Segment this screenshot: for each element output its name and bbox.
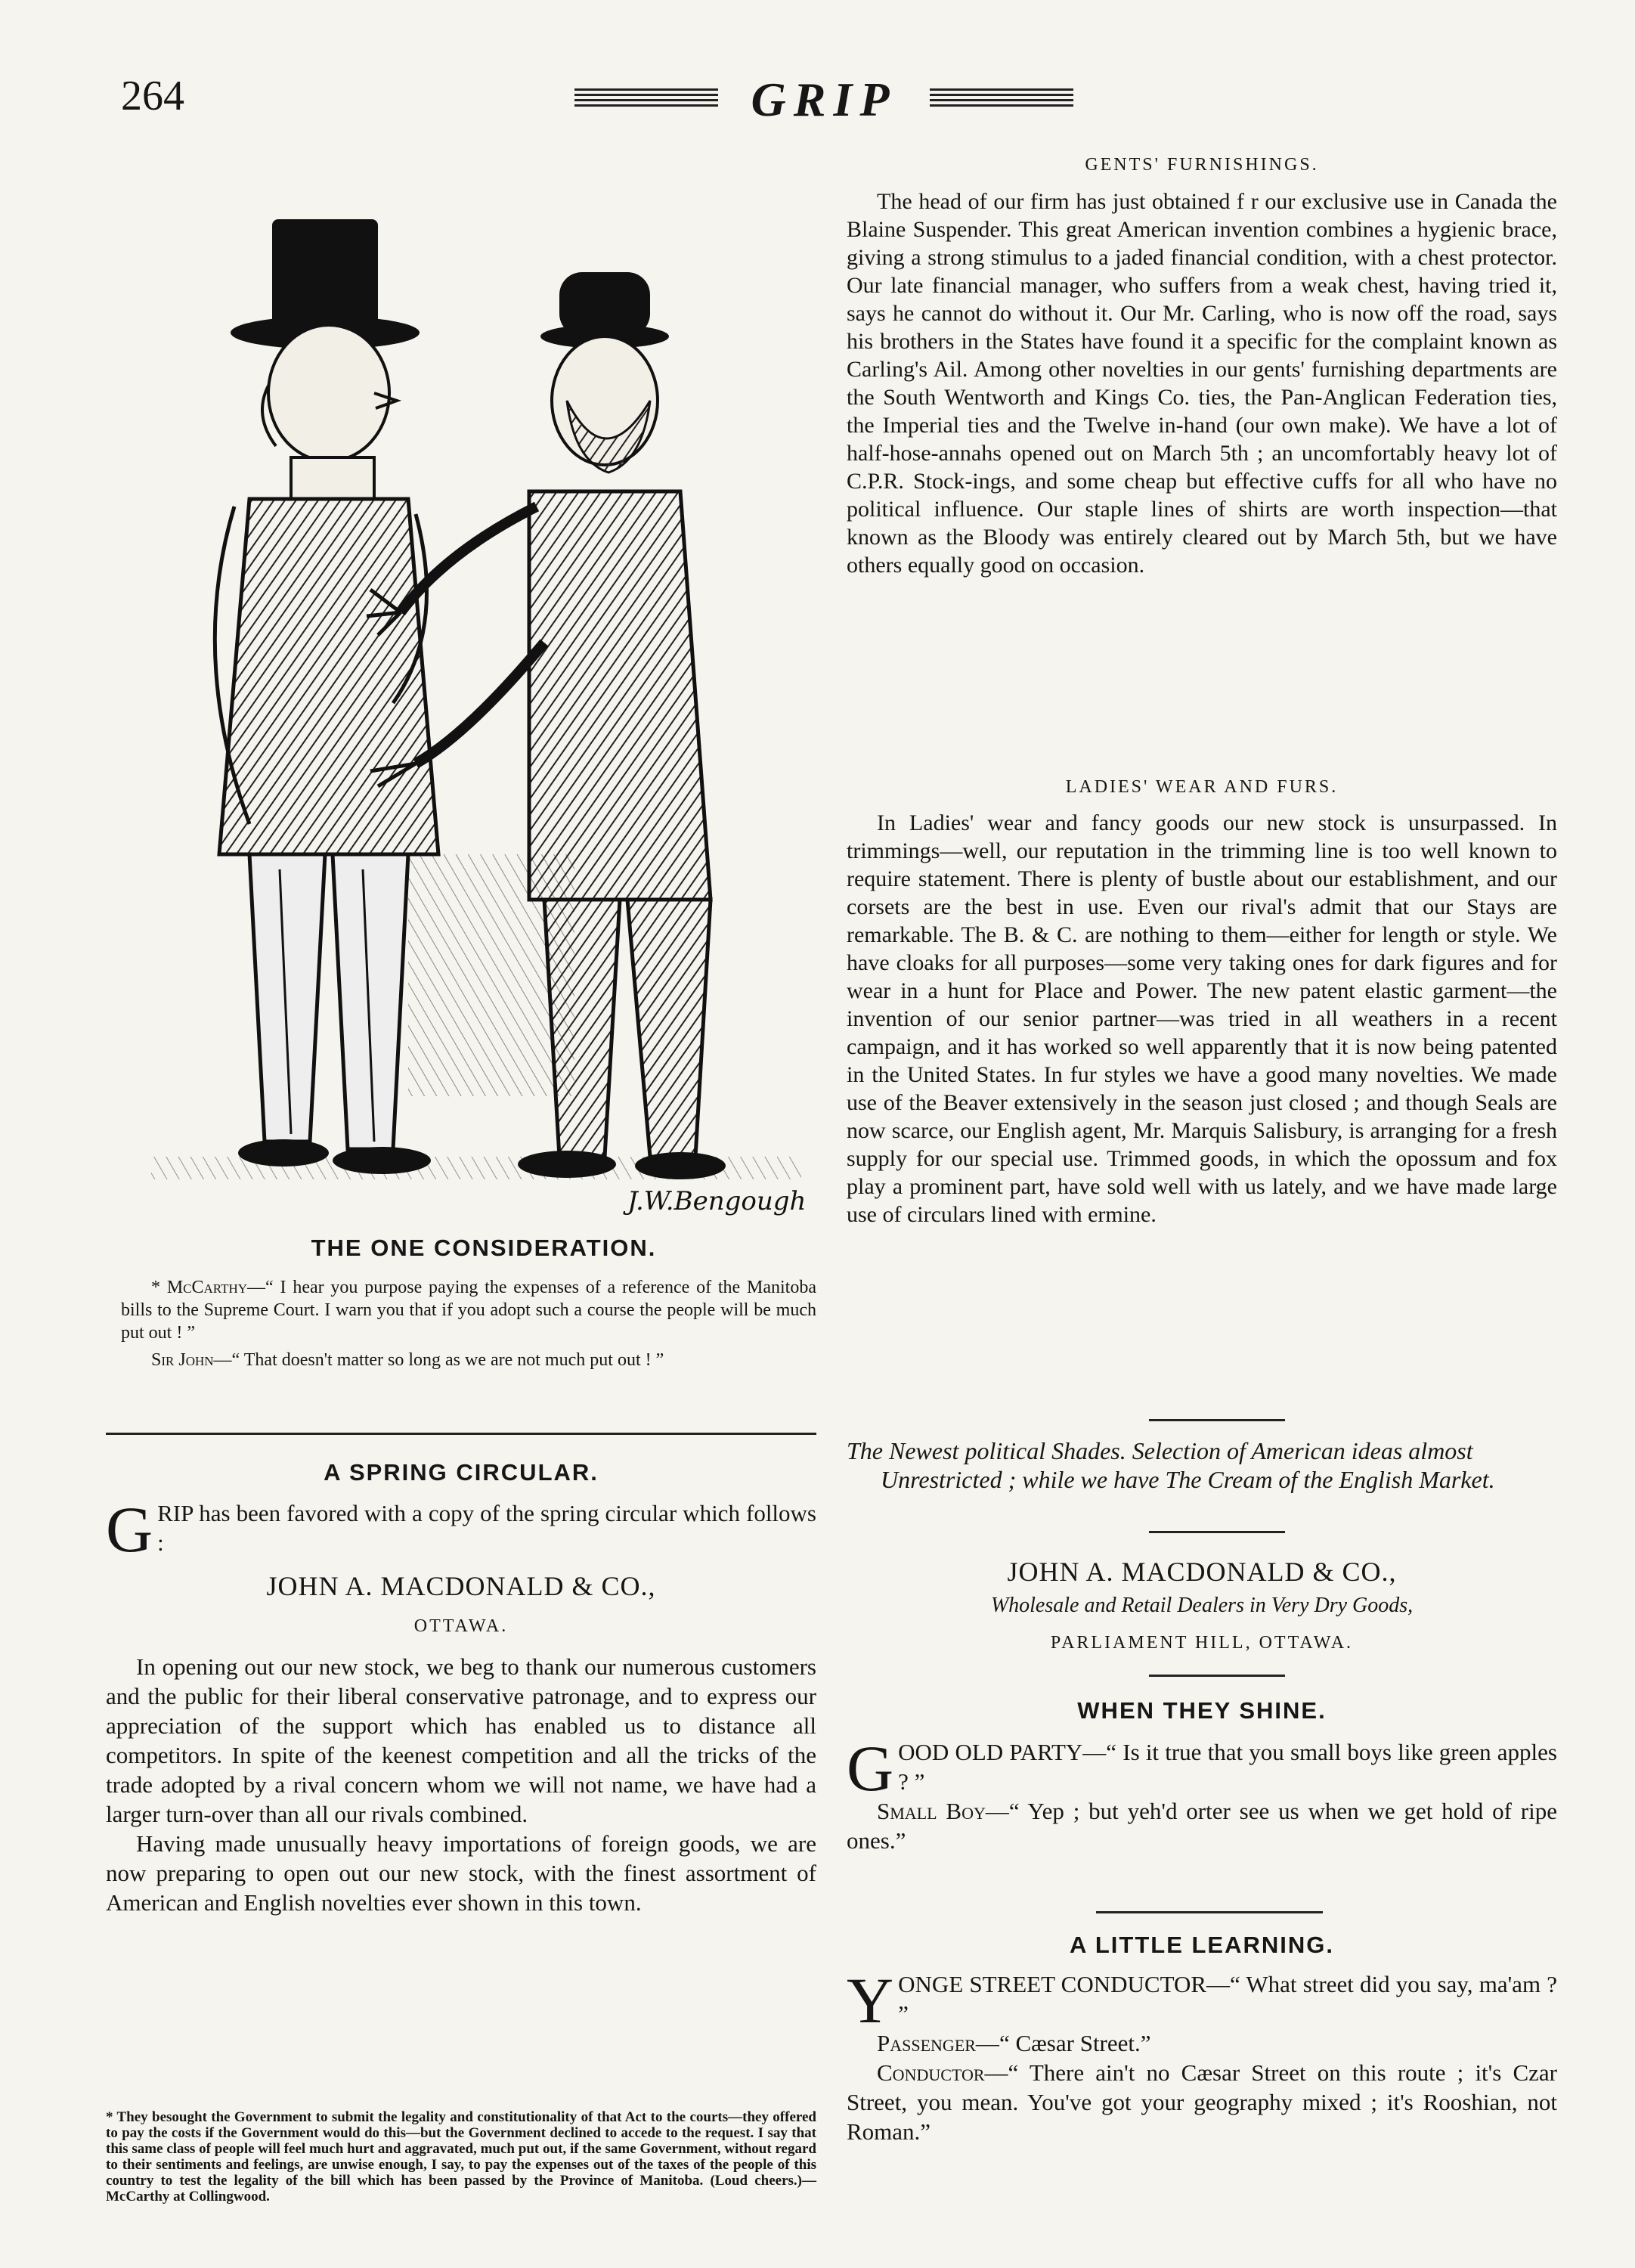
speaker-party: OOD OLD PARTY—	[898, 1739, 1107, 1765]
caption-text-sir-john: “ That doesn't matter so long as we are not much put out ! ”	[231, 1350, 664, 1370]
caption-line-sir-john	[121, 1349, 816, 1371]
intro-text: RIP has been favored with a copy of the spring circular which follows :	[157, 1500, 816, 1556]
learning-line-3	[847, 2058, 1557, 2146]
shades-text: The Newest political Shades. Selection of American ideas almost Unrestricted ; while we have The Cream of the English Market.	[847, 1437, 1495, 1493]
masthead-rule-right	[930, 88, 1073, 110]
dropcap-y: Y	[847, 1964, 894, 2037]
little-learning-title: A LITTLE LEARNING.	[1070, 1932, 1334, 1958]
short-divider-2	[1149, 1531, 1285, 1533]
footnote: * They besought the Government to submit the legality and constitutionality of that Act to the courts—they offered to pay the costs if the Government would do this—but the Government declined to accede to the request. I say that this same class of people will feel much hurt and aggravated, much put out, if the same Government, without regard to their sentiments and feelings, are unwise enough, I say, to pay the expenses out of the taxes of the people of this country to test the legality of the bill which has been passed by the Province of Manitoba. (Loud cheers.)—McCarthy at Collingwood.	[106, 2109, 816, 2204]
left-figure	[215, 219, 438, 1174]
short-divider-4	[1096, 1911, 1323, 1913]
caption-text-mccarthy: “ I hear you purpose paying the expenses of a reference of the Manitoba bills to the Supreme Court. I warn you that if you adopt such a course the people will be much put out ! ”	[121, 1278, 816, 1343]
masthead-title: GRIP	[751, 73, 897, 126]
speaker-small-boy: Small Boy—	[877, 1798, 1009, 1824]
artist-signature: J.W.Bengough	[627, 1186, 807, 1216]
firm-city: OTTAWA.	[413, 1616, 509, 1636]
learning-line-2	[847, 2028, 1557, 2058]
shades-tagline: Wholesale and Retail Dealers in Very Dry Goods,	[990, 1594, 1414, 1617]
cartoon-title: THE ONE CONSIDERATION.	[311, 1235, 657, 1261]
speaker-conductor-2: Conductor—	[877, 2059, 1008, 2086]
shine-line-2	[847, 1796, 1557, 1855]
section-divider	[106, 1433, 816, 1435]
learning-text-1: “ What street did you say, ma'am ? ”	[898, 1971, 1557, 2027]
speaker-conductor-1: ONGE STREET CONDUCTOR—	[898, 1971, 1231, 1997]
shades-firm-name: JOHN A. MACDONALD & CO.,	[1007, 1557, 1397, 1587]
learning-line-1	[847, 1964, 1557, 2037]
cartoon-illustration	[136, 174, 816, 1217]
little-learning-body	[847, 1964, 1557, 2146]
gents-furnishings-text: The head of our firm has just obtained f r our exclusive use in Canada the Blaine Suspender. This great American invention combines a hygienic brace, giving a strong stimulus to a jaded financial condition, with a chest protector. Our late financial manager, who suffers from a weak chest, having tried it, says he cannot do without it. Our Mr. Carling, who is now off the road, says his brothers in the States have found it a specific for the complaint known as Carling's Ail. Among other novelties in our gents' furnishing departments are the South Wentworth and Kings Co. ties, the Pan-Anglican Federation ties, the Imperial ties and the Twelve in-hand (our own make). We have a lot of half-hose-annahs opened out on March 5th ; an uncomfortably heavy lot of C.P.R. Stock-ings, and some cheap but effective cuffs for all who have no political influence. Our staple lines of shirts are worth inspection—that known as the Bloody was entirely cleared out by March 5th, but we have others equally good on occasion.	[847, 189, 1557, 578]
speaker-passenger: Passenger—	[877, 2030, 999, 2056]
ladies-wear-text: In Ladies' wear and fancy goods our new stock is unsurpassed. In trimmings—well, our reputation in the trimming line is too well known to require statement. There is plenty of bustle about our establishment, and our corsets are the best in use. Even our rival's admit that our Stays are remarkable. The B. & C. are nothing to them—either for length or style. We have cloaks for all purposes—some very taking ones for dark figures and for wear in a hunt for Place and Power. The new patent elastic garment—the invention of our senior partner—was tried in all weathers in a recent campaign, and it has worked so well apparently that it is now being patented in the United States. In fur styles we have a good many novelties. We made use of the Beaver extensively in the season just closed ; and though Seals are now scarce, our English agent, Mr. Marquis Salisbury, is arranging for a fresh supply for our special use. Trimmed goods, in which the opossum and fox play a prominent part, have sold well with us lately, and we have made large use of circulars lined with ermine.	[847, 810, 1557, 1227]
shine-line-1	[847, 1732, 1557, 1805]
gents-furnishings-heading: GENTS' FURNISHINGS.	[1085, 155, 1319, 175]
learning-text-2: “ Cæsar Street.”	[999, 2030, 1151, 2056]
caption-line-mccarthy	[121, 1276, 816, 1344]
spring-circular-intro	[106, 1493, 816, 1566]
shine-text-1: “ Is it true that you small boys like green apples ? ”	[898, 1739, 1557, 1795]
spring-circular-body	[106, 1652, 816, 1917]
cartoon-caption	[121, 1276, 816, 1371]
page-number: 264	[121, 73, 184, 119]
when-they-shine-body	[847, 1732, 1557, 1855]
dropcap-g2: G	[847, 1732, 894, 1805]
masthead	[574, 72, 1073, 125]
short-divider-1	[1149, 1419, 1285, 1421]
ladies-wear-heading: LADIES' WEAR AND FURS.	[1065, 777, 1339, 797]
spring-circular-title: A SPRING CIRCULAR.	[324, 1459, 599, 1486]
circular-paragraph-1: In opening out our new stock, we beg to thank our numerous customers and the public for their liberal conservative patronage, and to express our appreciation of the support which has enabled us to distance all competitors. In spite of the keenest competition and all the tricks of the trade adopted by a rival concern whom we will not name, we have had a larger turn-over than all our rivals combined.	[106, 1653, 816, 1827]
when-they-shine-title: WHEN THEY SHINE.	[1077, 1697, 1327, 1724]
shades-address: PARLIAMENT HILL, OTTAWA.	[1050, 1633, 1354, 1653]
short-divider-3	[1149, 1675, 1285, 1677]
dropcap-g: G	[106, 1493, 153, 1566]
firm-name: JOHN A. MACDONALD & CO.,	[266, 1571, 656, 1601]
masthead-rule-left	[574, 88, 718, 110]
shine-text-2: “ Yep ; but yeh'd orter see us when we get hold of ripe ones.”	[847, 1798, 1557, 1854]
learning-text-3: “ There ain't no Cæsar Street on this route ; it's Czar Street, you mean. You've got your geography mixed ; it's Rooshian, not Roman.”	[847, 2059, 1557, 2145]
circular-paragraph-2: Having made unusually heavy importations of foreign goods, we are now preparing to open out our new stock, with the finest assortment of American and English novelties ever shown in this town.	[106, 1830, 816, 1916]
speaker-mccarthy: * McCarthy—	[151, 1278, 266, 1297]
speaker-sir-john: Sir John—	[151, 1350, 232, 1370]
